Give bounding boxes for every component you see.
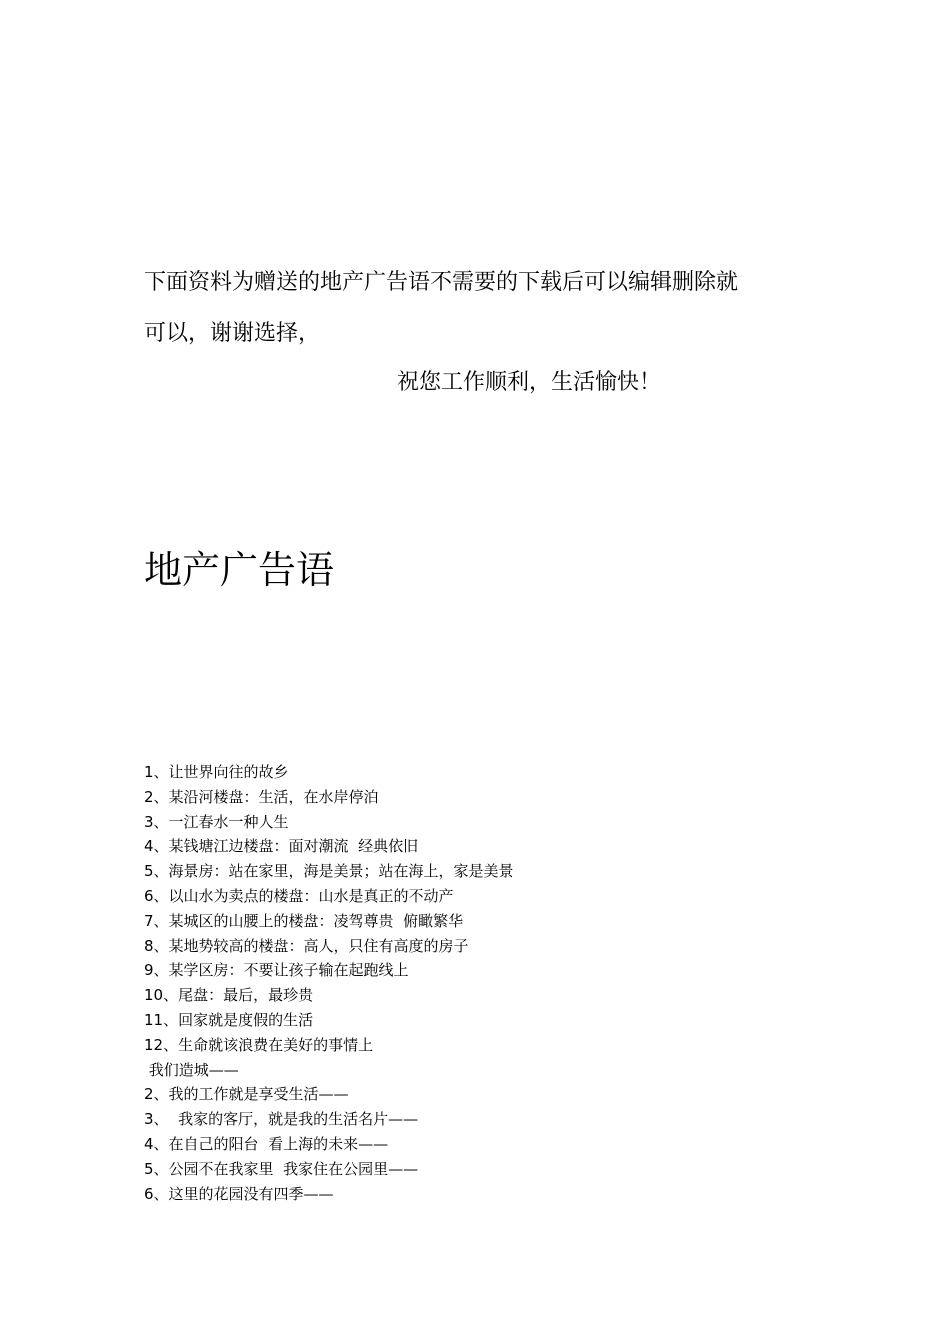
slogan-text: 、某地势较高的楼盘：高人，只住有高度的房子 [153, 936, 469, 955]
slogan-number: 6 [144, 886, 154, 905]
slogan-item [144, 760, 514, 785]
slogan-number: 3 [144, 812, 154, 831]
slogan-number: 9 [144, 961, 154, 980]
slogan-number: 1 [144, 763, 154, 781]
slogan-text: 、在自己的阳台 看上海的未来—— [153, 1134, 389, 1153]
slogan-number: 11 [144, 1010, 164, 1029]
slogan-item [144, 859, 514, 884]
slogan-text: 、回家就是度假的生活 [163, 1010, 314, 1029]
slogan-item [144, 1082, 514, 1107]
slogan-number: 5 [144, 862, 154, 881]
slogan-item [144, 1107, 514, 1132]
slogan-item [144, 1182, 514, 1207]
slogan-number: 2 [144, 787, 154, 806]
slogan-number: 4 [144, 837, 154, 856]
slogan-number: 8 [144, 936, 154, 955]
slogan-text: 、以山水为卖点的楼盘：山水是真正的不动产 [153, 886, 454, 905]
slogan-text: 、生命就该浪费在美好的事情上 [163, 1035, 374, 1054]
intro-text-line-1: 下面资料为赠送的地产广告语不需要的下载后可以编辑删除就 [144, 270, 739, 295]
slogan-number: 7 [144, 911, 154, 930]
slogan-text: 、海景房：站在家里，海是美景；站在海上，家是美景 [153, 862, 514, 881]
slogan-number: 2 [144, 1085, 154, 1104]
slogan-number: 4 [144, 1134, 154, 1153]
slogan-text: 、 我家的客厅，就是我的生活名片—— [153, 1110, 419, 1129]
slogan-text: 、某学区房：不要让孩子输在起跑线上 [153, 961, 409, 980]
slogan-item [144, 1132, 514, 1157]
slogan-number: 6 [144, 1184, 154, 1203]
slogan-text: 、一江春水一种人生 [153, 812, 289, 831]
slogan-text: 、让世界向往的故乡 [153, 763, 289, 781]
slogan-list [144, 760, 514, 1206]
slogan-number: 12 [144, 1035, 164, 1054]
slogan-item [144, 810, 514, 835]
slogan-number: 10 [144, 986, 164, 1005]
intro-text-line-2: 可以，谢谢选择， [144, 321, 321, 346]
slogan-item [144, 834, 514, 859]
slogan-text: 、某沿河楼盘：生活，在水岸停泊 [153, 787, 379, 806]
slogan-item [144, 785, 514, 810]
slogan-text: 、公园不在我家里 我家住在公园里—— [153, 1159, 419, 1178]
wish-text: 祝您工作顺利，生活愉快！ [397, 370, 662, 395]
slogan-item [144, 1058, 514, 1083]
slogan-item [144, 958, 514, 983]
slogan-item [144, 909, 514, 934]
slogan-text: 、尾盘：最后，最珍贵 [163, 986, 314, 1005]
slogan-item [144, 934, 514, 959]
slogan-text: 、我的工作就是享受生活—— [153, 1085, 349, 1104]
document-title: 地产广告语 [144, 548, 335, 592]
slogan-text: 、某城区的山腰上的楼盘：凌驾尊贵 俯瞰繁华 [153, 911, 464, 930]
slogan-item [144, 983, 514, 1008]
slogan-number: 5 [144, 1159, 154, 1178]
slogan-text: 、某钱塘江边楼盘：面对潮流 经典依旧 [153, 837, 419, 856]
slogan-text: 、这里的花园没有四季—— [153, 1184, 334, 1203]
slogan-number: 3 [144, 1110, 154, 1129]
slogan-item [144, 1008, 514, 1033]
slogan-text: 我们造城—— [144, 1060, 239, 1079]
slogan-item [144, 1033, 514, 1058]
slogan-item [144, 1157, 514, 1182]
slogan-item [144, 884, 514, 909]
